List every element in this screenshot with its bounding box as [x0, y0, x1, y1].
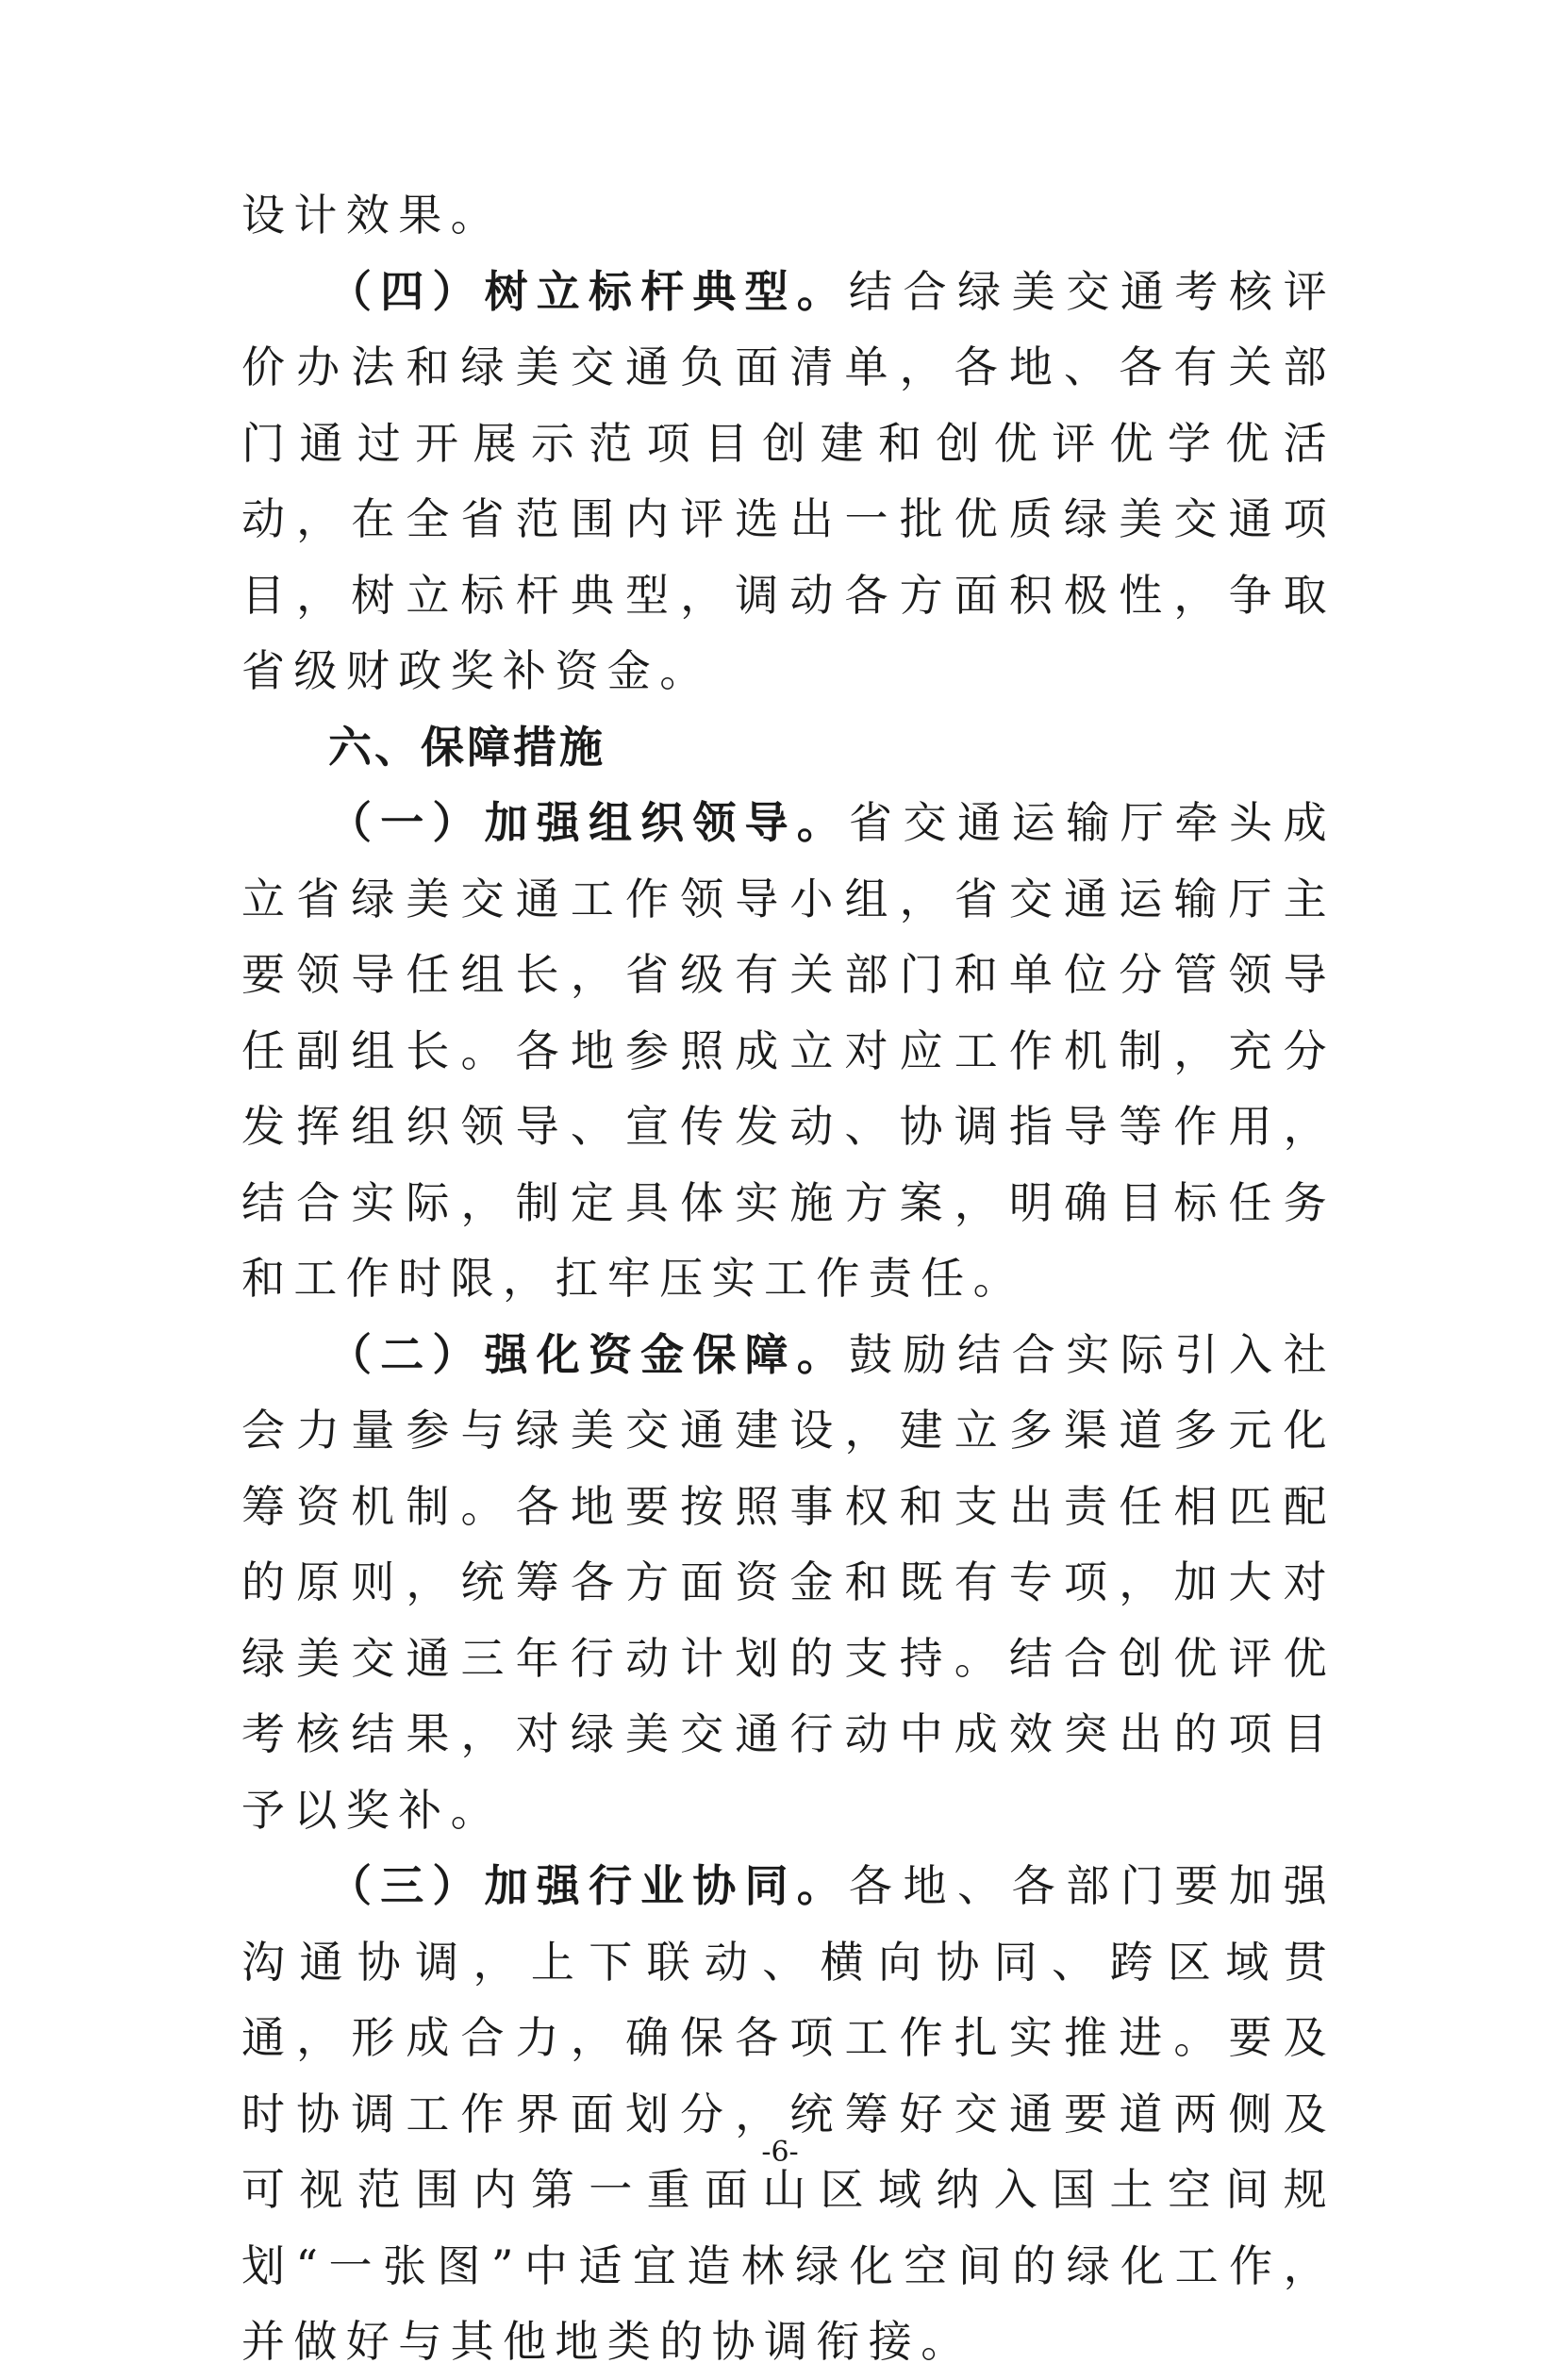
continuation-paragraph [241, 177, 1336, 254]
measure-3-body: 各地、各部门要加强沟通协调，上下联动、横向协同、跨区域贯通，形成合力，确保各项工作扎实推进。要及时协调工作界面划分，统筹好交通要道两侧及可视范围内第一重面山区域纳入国土空间规划“一张图”中适宜造林绿化空间的绿化工作，并做好与其他地类的协调衔接。 [241, 1860, 1336, 2367]
measure-3-lead: （三）加强行业协同。 [328, 1860, 849, 1911]
page-number: -6- [761, 2136, 799, 2169]
measure-2-body: 鼓励结合实际引入社会力量参与绿美交通建设，建立多渠道多元化筹资机制。各地要按照事权和支出责任相匹配的原则，统筹各方面资金和既有专项，加大对绿美交通三年行动计划的支持。结合创优评优考核结果，对绿美交通行动中成效突出的项目予以奖补。 [241, 1328, 1336, 1836]
paragraph-measure-1 [241, 785, 1336, 1317]
section-4-body: 结合绿美交通考核评价办法和绿美交通负面清单，各地、各有关部门通过开展示范项目创建和创优评优学优活动，在全省范围内评选出一批优质绿美交通项目，树立标杆典型，调动各方面积极性，争取省级财政奖补资金。 [241, 265, 1336, 696]
measure-1-lead: （一）加强组织领导。 [328, 797, 849, 848]
paragraph-section-4 [241, 254, 1336, 709]
measure-2-lead: （二）强化资金保障。 [328, 1328, 849, 1380]
continuation-text: 设计效果。 [241, 190, 503, 241]
measure-1-body: 省交通运输厅牵头成立省绿美交通工作领导小组，省交通运输厅主要领导任组长，省级有关部门和单位分管领导任副组长。各地参照成立对应工作机制，充分发挥组织领导、宣传发动、协调指导等作用，结合实际，制定具体实施方案，明确目标任务和工作时限，扛牢压实工作责任。 [241, 797, 1336, 1304]
paragraph-measure-3 [241, 1848, 1336, 2380]
section-heading-6: 六、保障措施 [328, 721, 606, 773]
section-4-lead: （四）树立标杆典型。 [328, 265, 849, 317]
document-body [241, 177, 1336, 2380]
paragraph-measure-2 [241, 1317, 1336, 1849]
